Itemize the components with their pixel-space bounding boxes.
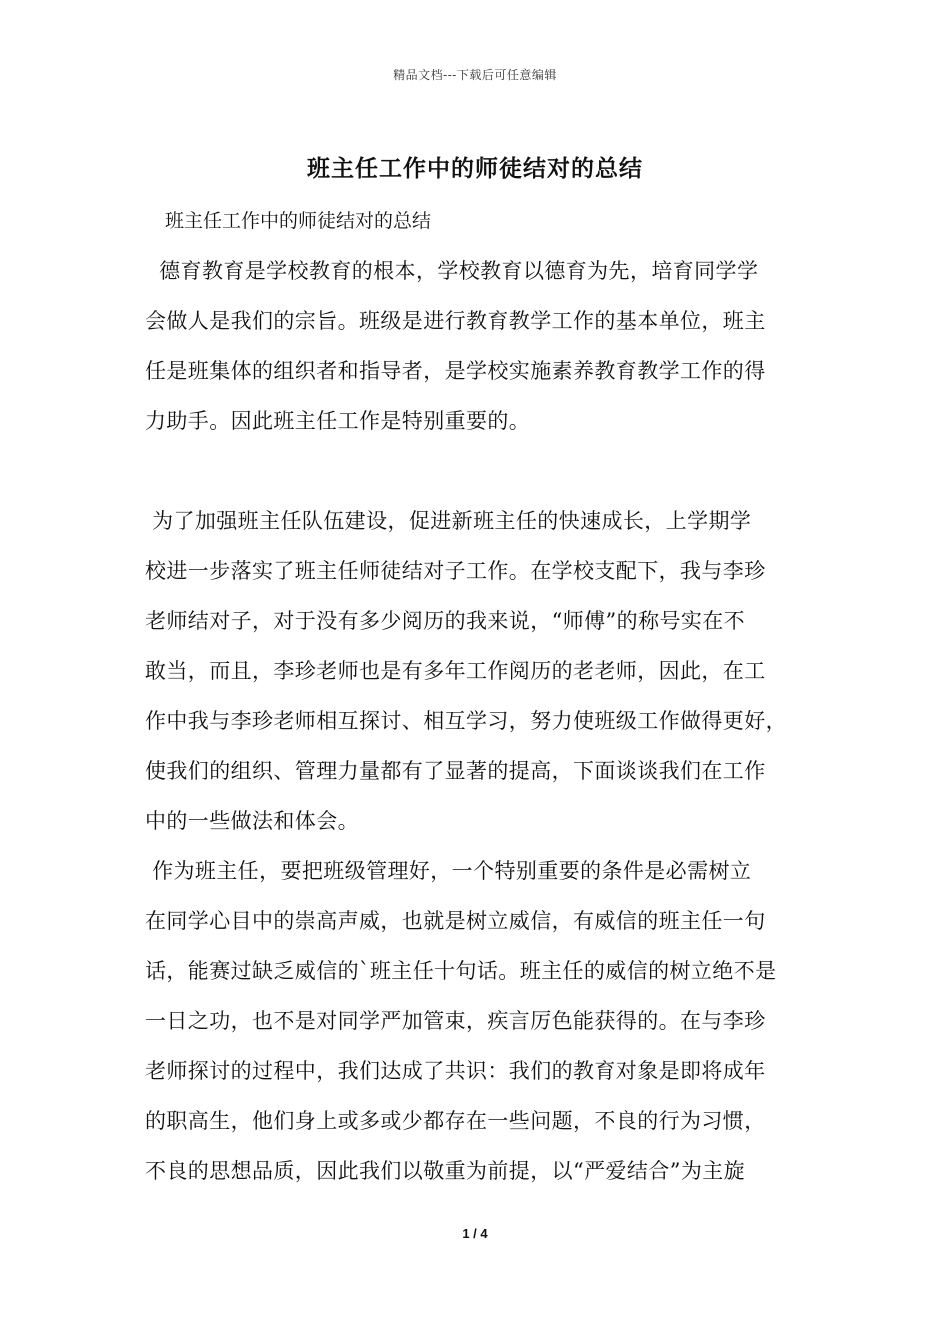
page-header: 精品文档---下载后可任意编辑: [393, 68, 557, 82]
paragraph-line: 使我们的组织、管理力量都有了显著的提高，下面谈谈我们在工作: [145, 759, 766, 783]
paragraph-line: 会做人是我们的宗旨。班级是进行教育教学工作的基本单位，班主: [145, 309, 766, 333]
paragraph-line: 为了加强班主任队伍建设，促进新班主任的快速成长，上学期学: [145, 509, 752, 533]
paragraph-line: 校进一步落实了班主任师徒结对子工作。在学校支配下，我与李珍: [145, 559, 766, 583]
paragraph-line: 敢当，而且，李珍老师也是有多年工作阅历的老老师，因此，在工: [145, 659, 766, 683]
paragraph-line: 作为班主任，要把班级管理好，一个特别重要的条件是必需树立: [145, 859, 752, 883]
document-subtitle: 班主任工作中的师徒结对的总结: [165, 210, 432, 232]
paragraph-line: 话，能赛过缺乏威信的`班主任十句话。班主任的威信的树立绝不是: [145, 959, 777, 983]
paragraph-line: 老师探讨的过程中，我们达成了共识：我们的教育对象是即将成年: [145, 1059, 766, 1083]
paragraph-line: 任是班集体的组织者和指导者，是学校实施素养教育教学工作的得: [145, 359, 766, 383]
paragraph-line: 老师结对子，对于没有多少阅历的我来说，“师傅”的称号实在不: [145, 609, 746, 633]
paragraph-line: 中的一些做法和体会。: [145, 809, 359, 833]
paragraph-line: 的职高生，他们身上或多或少都存在一些问题，不良的行为习惯，: [145, 1109, 766, 1133]
paragraph-line: 德育教育是学校教育的根本，学校教育以德育为先，培育同学学: [145, 259, 759, 283]
paragraph-line: 力助手。因此班主任工作是特别重要的。: [145, 409, 531, 433]
paragraph-line: 作中我与李珍老师相互探讨、相互学习，努力使班级工作做得更好，: [145, 709, 787, 733]
paragraph-line: 在同学心目中的崇高声威，也就是树立威信，有威信的班主任一句: [145, 909, 766, 933]
paragraph-line: 一日之功，也不是对同学严加管束，疾言厉色能获得的。在与李珍: [145, 1009, 766, 1033]
paragraph-line: 不良的思想品质，因此我们以敬重为前提，以“严爱结合”为主旋: [145, 1159, 746, 1183]
page-number: 1 / 4: [462, 1226, 488, 1241]
document-title: 班主任工作中的师徒结对的总结: [307, 155, 643, 182]
